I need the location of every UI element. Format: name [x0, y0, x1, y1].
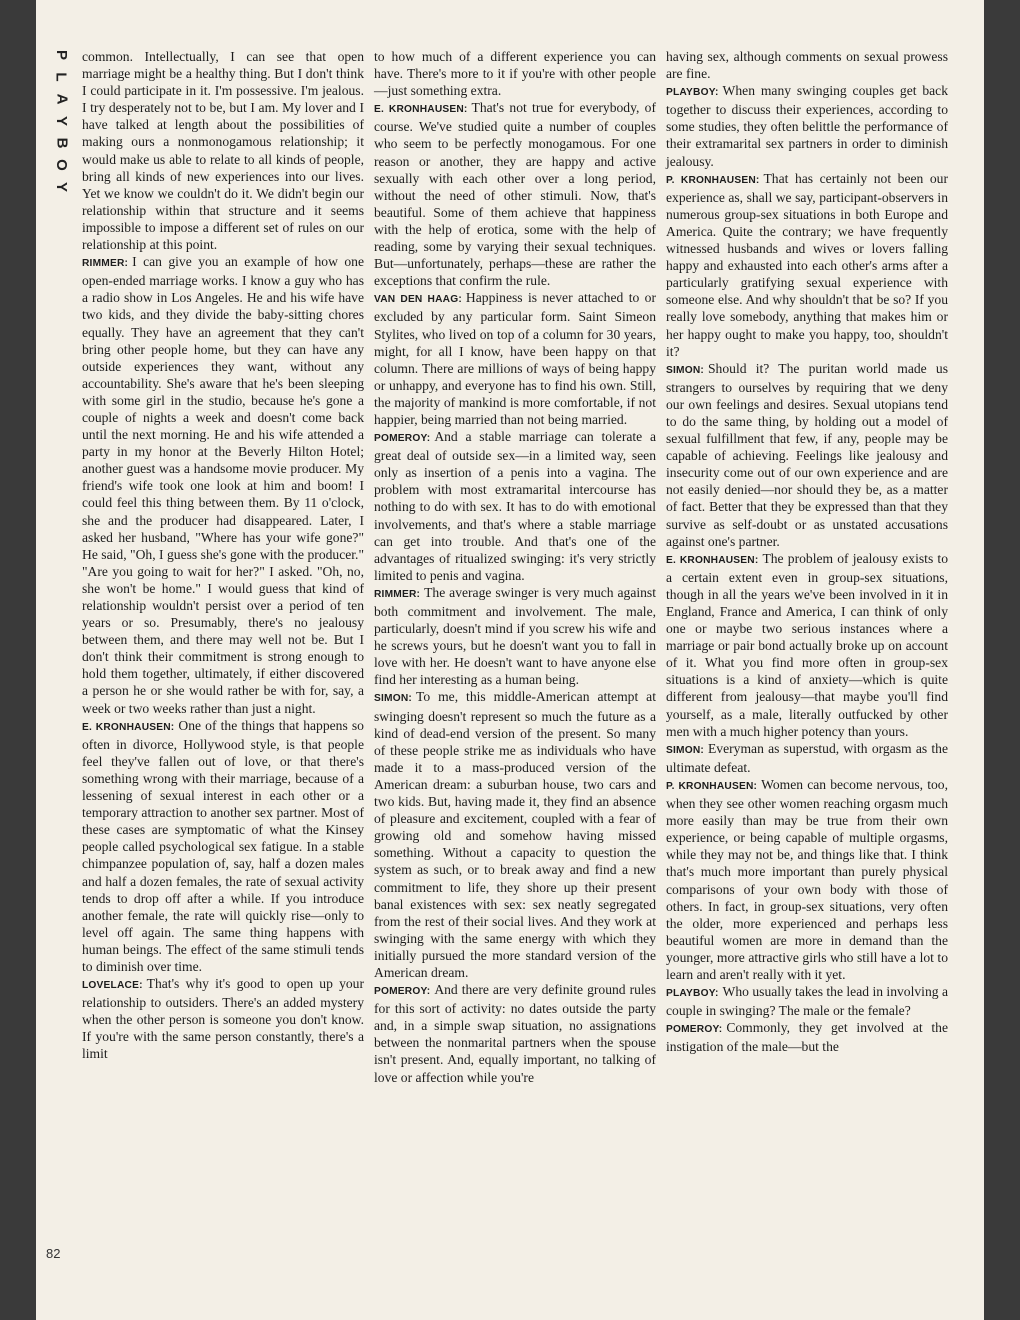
paragraph-text: And a stable marriage can tolerate a great deal of outside sex—in a limited way, seen only as insertion of a penis into a vagina. The problem with most extramarital intercourse has nothing to do with sex. It has to do with emotional involvements, and that's where a stable marriage can get into trouble. And that's one of the advantages of ritualized swinging: it's very strictly limited to penis and vagina.	[374, 429, 656, 583]
paragraph	[666, 550, 948, 740]
paragraph-text: having sex, although comments on sexual prowess are fine.	[666, 49, 948, 82]
speaker-label: SIMON:	[374, 693, 412, 705]
masthead-letter: Y	[52, 181, 70, 193]
paragraph	[374, 289, 656, 428]
masthead-letter: B	[53, 137, 70, 149]
paragraph-text: common. Intellectually, I can see that open marriage might be a healthy thing. But I don't think I could participate in it. I'm possessive. I'm jealous. I try desperately not to be, but I am. My lover and I have talked at length about the possibilities of making ours a nonmonogamous relationship; it would make us able to relate to all kinds of people, bring all kinds of new experiences into our lives. Yet we know we couldn't do it. We didn't begin our relationship within that structure and it seems impossible to impose a different set of rules on our relationship at this point.	[82, 49, 364, 253]
paragraph	[374, 584, 656, 689]
paragraph	[82, 975, 364, 1062]
paragraph-text: And there are very definite ground rules for this sort of activity: no dates outside the party and, in a simple swap situation, no assignations between the nonmarital partners when the spouse isn't present. And, equally important, no talking of love or affection while you're	[374, 982, 656, 1085]
masthead-letter: O	[52, 159, 70, 171]
masthead-letter: Y	[52, 115, 70, 127]
paragraph	[374, 99, 656, 289]
paragraph-text: That's not true for everybody, of course. We've studied quite a number of couples who seem to be perfectly monogamous. For one reason or another, they are happy and active sexually with each other over a long period, without the need of other stimuli. Now, that's beautiful. Some of them achieve that happiness with the help of erotica, some with the help of reading, some by varying their sexual techniques. But—unfortunately, perhaps—these are rather the exceptions that confirm the rule.	[374, 100, 656, 289]
speaker-label: P. KRONHAUSEN:	[666, 780, 758, 792]
paragraph	[666, 82, 948, 169]
speaker-label: LOVELACE:	[82, 980, 143, 992]
paragraph	[666, 983, 948, 1019]
text-column-2	[374, 48, 656, 1086]
speaker-label: PLAYBOY:	[666, 988, 719, 1000]
paragraph-text: Commonly, they get involved at the instigation of the male—but the	[666, 1020, 948, 1055]
speaker-label: VAN DEN HAAG:	[374, 294, 462, 306]
paragraph-text: That's why it's good to open up your relationship to outsiders. There's an added mystery when the other person is someone you don't know. If you're with the same person constantly, there's a limit	[82, 976, 364, 1062]
paragraph-text: Who usually takes the lead in involving a couple in swinging? The male or the female?	[666, 984, 948, 1019]
paragraph-text: To me, this middle-American attempt at swinging doesn't represent so much the future as a kind of dead-end version of the present. So many of these people strike me as individuals who have made it to a mass-produced version of the American dream: a suburban house, two cars and two kids. But, having made it, they find an absence of pleasure and excitement, coupled with a fear of growing old and somehow having missed something. Without a capacity to question the system as such, or to break away and find a new commitment to life, they shore up their present banal existences with sex: sex neatly segregated from the rest of their social lives. And they work at swinging with the same energy with which they initially pursued the more standard version of the American dream.	[374, 689, 656, 980]
paragraph	[374, 428, 656, 584]
vertical-masthead	[48, 44, 74, 198]
masthead-letter: L	[52, 72, 70, 82]
paragraph	[666, 360, 948, 550]
paragraph-text: Happiness is never attached to or excluded by any particular form. Saint Simeon Stylites, who lived on top of a column for 30 years, might, for all I know, have been happy on that column. There are millions of ways of being happy or unhappy, and everyone has to find his own. Still, the majority of mankind is more comfortable, if not happier, being married than not being married.	[374, 290, 656, 427]
speaker-label: SIMON:	[666, 364, 704, 376]
speaker-label: P. KRONHAUSEN:	[666, 174, 760, 186]
paragraph-text: One of the things that happens so often in divorce, Hollywood style, is that people feel they've fallen out of love, or that there's something wrong with their marriage, because of a lessening of sexual interest in each other or a temporary attraction to another sex partner. Most of these cases are symptomatic of what the Kinsey people called psychological sex fatigue. In a stable chimpanzee population of, say, half a dozen males and half a dozen females, the rate of sexual activity tends to drop off after a while. If you introduce another female, the rate will quickly rise—only to level off again. The same thing happens with human beings. The effect of the same stimuli tends to diminish over time.	[82, 717, 364, 974]
page-number: 82	[46, 1246, 61, 1261]
paragraph	[666, 170, 948, 360]
paragraph	[82, 48, 364, 253]
paragraph	[374, 48, 656, 99]
masthead-letter: A	[53, 93, 70, 105]
paragraph-text: The problem of jealousy exists to a certain extent even in group-sex situations, though in all the years we've been involved in it in England, France and America, I can think of only one or maybe two serious instances where a marriage or pair bond actually broke up on account of it. What you find more often in group-sex situations is a kind of anxiety—which is quite different from jealousy—that maybe you'll find yourself, as a male, literally outfucked by other men with a much higher potency than yours.	[666, 550, 948, 739]
paragraph	[666, 1019, 948, 1055]
speaker-label: POMEROY:	[374, 433, 431, 445]
paragraph	[666, 776, 948, 983]
text-column-3	[666, 48, 948, 1055]
paragraph-text: The average swinger is very much against both commitment and involvement. The male, particularly, doesn't mind if you screw his wife and he screws yours, but he doesn't want you to fall in love with her. He doesn't want to have anyone else find her interesting as a human being.	[374, 584, 656, 688]
speaker-label: POMEROY:	[666, 1024, 723, 1036]
paragraph	[374, 688, 656, 981]
paragraph-text: Everyman as superstud, with orgasm as the ultimate defeat.	[666, 740, 948, 775]
speaker-label: PLAYBOY:	[666, 87, 719, 99]
speaker-label: POMEROY:	[374, 986, 431, 998]
text-column-1	[82, 48, 364, 1063]
speaker-label: E. KRONHAUSEN:	[374, 104, 468, 116]
paragraph-text: That has certainly not been our experience as, shall we say, participant-observers in numerous group-sex situations in both Europe and America. Quite the contrary; we have frequently witnessed husbands and wives or lovers falling happy and exhausted into each other's arms after a particularly gratifying sexual experience with someone else. And why shouldn't that be so? If you really love somebody, anything that makes him or her happy ought to make you happy, too, shouldn't it?	[666, 170, 948, 359]
speaker-label: RIMMER:	[374, 588, 421, 600]
paragraph	[374, 981, 656, 1086]
speaker-label: SIMON:	[666, 744, 704, 756]
paragraph	[82, 717, 364, 975]
paragraph-text: When many swinging couples get back together to discuss their experiences, according to some studies, they often belittle the performance of their extramarital sex partners in order to diminish jealousy.	[666, 83, 948, 169]
masthead-letter: P	[52, 49, 70, 61]
magazine-page	[36, 0, 984, 1320]
paragraph-text: to how much of a different experience you can have. There's more to it if you're with other people—just something extra.	[374, 49, 656, 99]
paragraph-text: Should it? The puritan world made us strangers to ourselves by requiring that we deny our own feelings and desires. Sexual utopians tend to do the same thing, by holding out a model of sexual fulfillment that few, if any, people may be capable of achieving. Feelings like jealousy and insecurity come out of our own experience and are not easily denied—nor should they be, as a matter of fact. Better that they be expressed than that they survive as self-doubt or as unstated accusations against one's partner.	[666, 360, 948, 549]
paragraph	[666, 740, 948, 776]
speaker-label: E. KRONHAUSEN:	[82, 721, 175, 733]
paragraph	[666, 48, 948, 82]
paragraph	[82, 253, 364, 717]
paragraph-text: I can give you an example of how one open-ended marriage works. I know a guy who has a radio show in Los Angeles. He and his wife have two kids, and they divide the baby-sitting chores equally. They have an agreement that they can't bring other people home, but they can have any outside experiences they want, without any accountability. She's aware that he's been sleeping with some girl in the studio, because he's gone a couple of nights a week and doesn't come back until the next morning. He and his wife attended a party in my honor at the Beverly Hilton Hotel; another guest was a handsome movie producer. My friend's wife took one look at him and boom! I could feel this thing between them. By 11 o'clock, she and the producer had disappeared. Later, I asked her husband, "Where has your wife gone?" He said, "Oh, I guess she's gone with the producer." "Are you going to wait for her?" I asked. "Oh, no, she won't be home." I would guess that kind of relationship wouldn't persist over a period of ten years or so. Presumably, there's no jealousy between them, and there may well not be. But I don't think their commitment is strong enough to hold them together, ultimately, if either discovered a person he or she would rather be with for, say, a week or two weeks rather than just a night.	[82, 254, 364, 716]
speaker-label: RIMMER:	[82, 258, 129, 270]
speaker-label: E. KRONHAUSEN:	[666, 554, 759, 566]
paragraph-text: Women can become nervous, too, when they see other women reaching orgasm much more easily than may be true from their own experience, or being capable of multiple orgasms, while they may not be, and things like that. I think that's much more important than purely physical comparisons of your own body with those of others. In fact, in group-sex situations, very often the older, more experienced and perhaps less beautiful women are more in demand than the younger, more attractive girls who still have a lot to learn and aren't really with it yet.	[666, 776, 948, 982]
